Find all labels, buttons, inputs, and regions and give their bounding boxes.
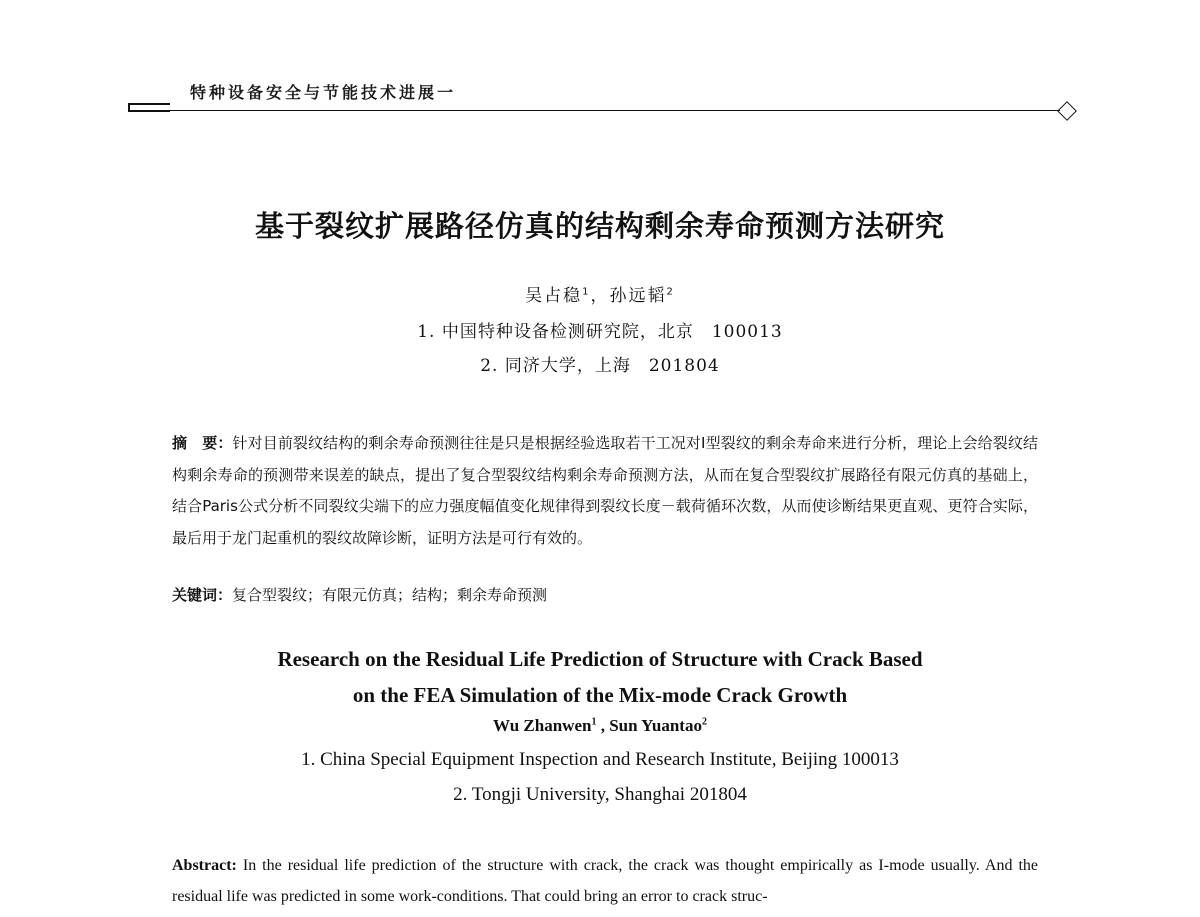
author-separator-en: , xyxy=(596,716,610,735)
paper-title-en xyxy=(0,641,1200,713)
keywords-zh-text: 复合型裂纹；有限元仿真；结构；剩余寿命预测 xyxy=(232,586,548,604)
abstract-zh-text: 针对目前裂纹结构的剩余寿命预测往往是只是根据经验选取若干工况对Ⅰ型裂纹的剩余寿命来进行分析，理论上会给裂纹结构剩余寿命的预测带来误差的缺点，提出了复合型裂纹结构剩余寿命预测方法，从而在复合型裂纹扩展路径有限元仿真的基础上，结合Paris公式分析不同裂纹尖端下的应力强度幅值变化规律得到裂纹长度－载荷循环次数，从而使诊断结果更直观、更符合实际，最后用于龙门起重机的裂纹故障诊断，证明方法是可行有效的。 xyxy=(172,434,1038,547)
affiliation-1-zh: 1. 中国特种设备检测研究院，北京 100013 xyxy=(417,322,783,342)
author-1-zh: 吴占稳 xyxy=(525,286,583,306)
keywords-zh xyxy=(172,584,1038,605)
paper-title-zh: 基于裂纹扩展路径仿真的结构剩余寿命预测方法研究 xyxy=(254,209,945,243)
authors-en xyxy=(0,716,1200,736)
keywords-zh-label: 关键词： xyxy=(172,586,233,604)
abstract-zh xyxy=(172,428,1038,554)
paper-title-en-line-1: Research on the Residual Life Prediction of Structure with Crack Based xyxy=(277,647,923,671)
paper-title-en-line-2: on the FEA Simulation of the Mix-mode Crack Growth xyxy=(352,683,848,707)
running-header-title: 特种设备安全与节能技术进展一 xyxy=(190,83,457,102)
affiliation-2-zh: 2. 同济大学，上海 201804 xyxy=(480,356,720,376)
author-1-en-mark: 1 xyxy=(591,716,597,728)
abstract-en xyxy=(172,850,1038,912)
author-separator-zh: ， xyxy=(590,286,610,306)
abstract-en-label: Abstract: xyxy=(172,857,237,874)
diamond-icon xyxy=(1057,101,1077,121)
author-1-zh-mark: 1 xyxy=(582,286,591,298)
abstract-zh-label: 摘 要： xyxy=(172,434,233,452)
author-1-en: Wu Zhanwen xyxy=(493,716,592,735)
author-2-zh: 孙远韬 xyxy=(609,286,667,306)
authors-zh xyxy=(0,281,1200,306)
header-rule-bracket xyxy=(128,103,170,112)
abstract-en-text: In the residual life prediction of the structure with crack, the crack was thought empirically as I-mode usually. And the residual life was predicted in some work-conditions. That could bring an error to crack struc- xyxy=(172,857,1038,905)
author-2-en: Sun Yuantao xyxy=(609,716,702,735)
header-rule xyxy=(170,110,1060,111)
affiliation-1-en: 1. China Special Equipment Inspection and Research Institute, Beijing 100013 xyxy=(301,749,899,770)
author-2-en-mark: 2 xyxy=(701,716,707,728)
affiliation-2-en: 2. Tongji University, Shanghai 201804 xyxy=(453,784,747,805)
author-2-zh-mark: 2 xyxy=(666,286,675,298)
